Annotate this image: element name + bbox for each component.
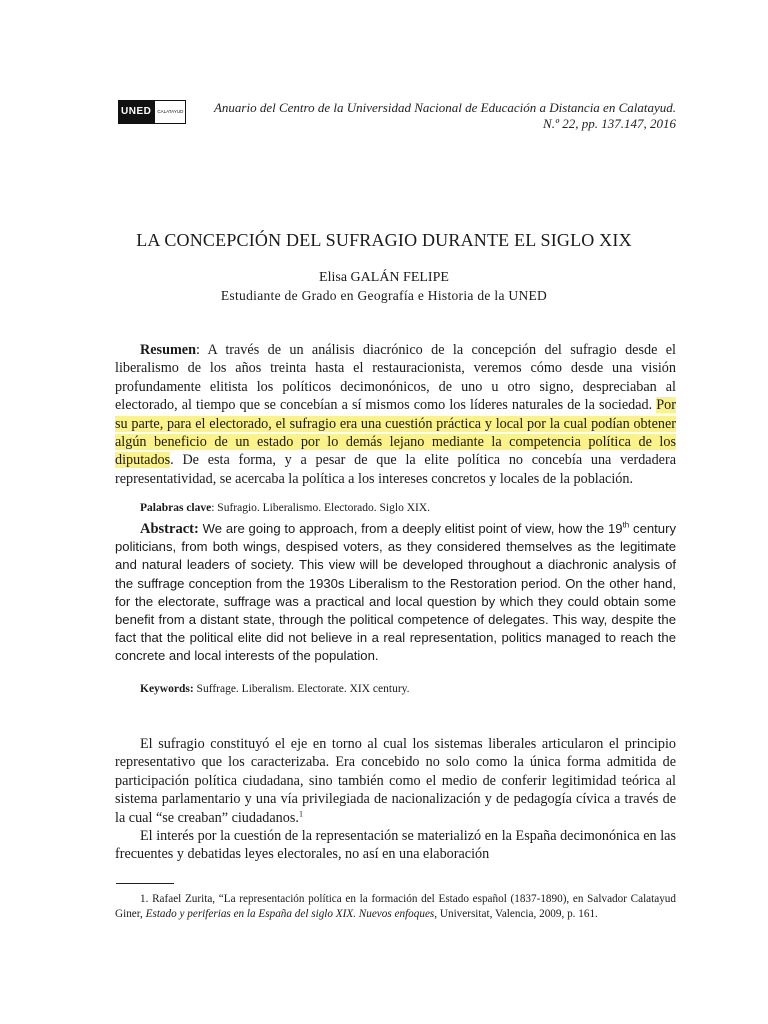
body-paragraph-1 (115, 735, 676, 827)
abstract-superscript: th (622, 520, 630, 530)
abstract-paragraph (115, 520, 676, 666)
abstract-label: Abstract: (140, 521, 199, 537)
abstract-text-a: We are going to approach, from a deeply elitist point of view, how the 19 (198, 521, 623, 536)
resumen-text-before: : A través de un análisis diacrónico de la concepción del sufragio desde el liberalismo de los años treinta hasta el restauracionista, veremos cómo desde una visión profundamente elitista los políticos decimonónicos, de uno u otro signo, despreciaban al electorado, al tiempo que se concebían a sí mismos como los líderes naturales de la sociedad. (115, 342, 676, 414)
keywords-text: Suffrage. Liberalism. Electorate. XIX century. (193, 683, 410, 695)
page-header (118, 100, 676, 134)
footnote-text-a: Rafael Zurita, “La representación política en la formación del Estado español (1837-1890), en Salvador Calatayud Giner, (115, 893, 676, 920)
uned-logo (118, 100, 184, 124)
logo-sub-text: CALATAYUD (154, 100, 186, 124)
resumen-label: Resumen (140, 342, 196, 358)
journal-issue: N.º 22, pp. 137.147, 2016 (543, 116, 676, 131)
author-name: Elisa GALÁN FELIPE (319, 270, 449, 285)
footnote-1 (115, 892, 676, 922)
body-paragraph-1-text: El sufragio constituyó el eje en torno al cual los sistemas liberales articularon el principio representativo que los caracterizaba. Era concebido no solo como la única forma admitida de participación política ciudadana, sino también como el medio de conferir legitimidad teórica al sistema parlamentario y una vía privilegiada de nacionalización y de pedagogía cívica a través de la cual “se creaban” ciudadanos. (115, 736, 676, 826)
article-title: LA CONCEPCIÓN DEL SUFRAGIO DURANTE EL SIGLO XIX (136, 230, 632, 250)
palabras-clave-label: Palabras clave (140, 502, 212, 514)
resumen-text-after: . De esta forma, y a pesar de que la elite política no concebía una verdadera representatividad, se acercaba la política a los intereses concretos y locales de la población. (115, 452, 676, 487)
resumen-highlighted-text[interactable]: Por su parte, para el electorado, el sufragio era una cuestión práctica y local por la cual podían obtener algún beneficio de un estado por lo demás lejano mediante la competencia política de los diputados (115, 397, 676, 469)
journal-citation (176, 100, 676, 132)
author-affiliation: Estudiante de Grado en Geografía e Historia de la UNED (220, 288, 548, 303)
body-paragraph-2: El interés por la cuestión de la representación se materializó en la España decimonónica en las frecuentes y debatidas leyes electorales, no así en una elaboración (115, 828, 676, 863)
palabras-clave (140, 501, 676, 515)
footnote-number: 1. (140, 893, 149, 905)
footnote-italic-title: Estado y periferias en la España del siglo XIX. Nuevos enfoques, (145, 908, 438, 920)
journal-name: Anuario del Centro de la Universidad Nacional de Educación a Distancia en Calatayud. (213, 100, 676, 115)
footnote-ref-1[interactable]: 1 (298, 808, 303, 818)
abstract-text-b: century politicians, from both wings, despised voters, as they considered themselves as the legitimate and natural leaders of society. This view will be developed throughout a diachronic analysis of the suffrage conception from the 1930s Liberalism to the Restoration period. On the other hand, for the electorate, suffrage was a practical and local question by which they could obtain some benefit from a distant state, through the political competence of delegates. This way, despite the fact that the political elite did not believe in a real representation, politics managed to reach the concrete and local interests of the population. (115, 521, 676, 664)
footnote-text-b: Universitat, Valencia, 2009, p. 161. (437, 908, 598, 920)
footnote-divider (116, 883, 174, 884)
palabras-clave-text: : Sufragio. Liberalismo. Electorado. Siglo XIX. (211, 502, 431, 514)
resumen-paragraph (115, 341, 676, 488)
keywords (140, 682, 676, 696)
keywords-label: Keywords: (140, 683, 194, 695)
logo-main-text: UNED (118, 100, 154, 124)
